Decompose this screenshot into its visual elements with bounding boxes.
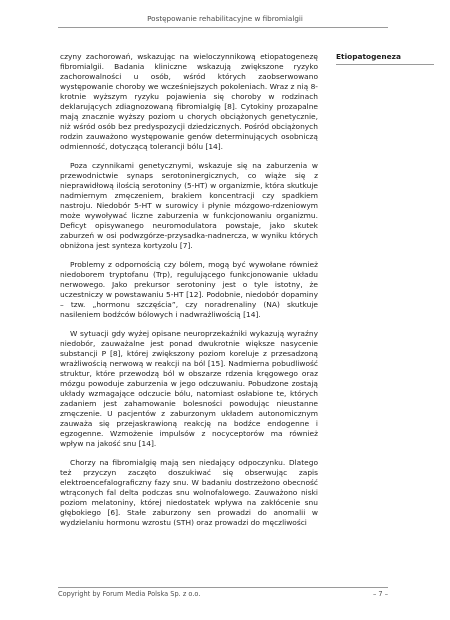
sidenote-divider (336, 64, 434, 65)
running-header: Postępowanie rehabilitacyjne w fibromialgii (147, 14, 303, 23)
paragraph-substance-p: W sytuacji gdy wyżej opisane neuroprzekaźniki wykazują wyraźny niedobór, zauważalne jest ponad dwukrotnie większe nasycenie substancji P [8], której zwiększony poziom koreluje z przesadzoną wrażliwością nerwową w reakcji na ból [15]. Nadmierna pobudliwość struktur, które przewodzą ból w obszarze rdzenia kręgowego oraz mózgu powoduje zaburzenia w jego odczuwaniu. Pobudzone zostają układy wzmagające odczucie bólu, natomiast osłabione te, których zadaniem jest zahamowanie bolesności powodując nieustanne zmęczenie. U pacjentów z zaburzonym układem autonomicznym zauważa się przejaskrawioną reakcję na bodźce endogenne i egzogenne. Wzmożenie impulsów z nocyceptorów ma również wpływ na jakość snu [14]. (60, 328, 318, 449)
footer-divider (58, 587, 388, 588)
paragraph-continuation: czyny zachorowań, wskazując na wieloczynnikową etiopatogenezę fibromialgii. Badania kliniczne wskazują zwiększone ryzyko zachorowalności u osób, wśród których zaobserwowano występowanie choroby we wcześniejszych pokoleniach. Wraz z nią 8-krotnie wyższym ryzyku pojawienia się choroby w rodzinach deklarujących zdiagnozowaną fibromialgię [8]. Cytokiny prozapalne mają znacznie wyższy poziom u chorych obciążonych genetycznie, niż wśród osób bez predyspozycji dziedzicznych. Pośród obciążonych rodzin zauważono występowanie genów determinujących osobniczą odmienność, dotyczącą tolerancji bólu [14]. (60, 52, 318, 152)
paragraph-serotonin: Poza czynnikami genetycznymi, wskazuje się na zaburzenia w przewodnictwie synaps serotoninergicznych, co wiąże się z nieprawidłową ilością serotoniny (5-HT) w organizmie, która skutkuje nadmiernym zmęczeniem, brakiem koncentracji czy spadkiem nastroju. Niedobór 5-HT w surowicy i płynie mózgowo-rdzeniowym może wywoływać liczne zaburzenia w funkcjonowaniu organizmu. Deficyt opisywanego neuromodulatora powstaje, jako skutek zaburzeń w osi podwzgórze-przysadka-nadnercza, w wyniku których obniżona jest synteza kortyzolu [7]. (60, 161, 318, 251)
page-number: – 7 – (373, 590, 388, 598)
body-text (60, 52, 318, 537)
header-divider (58, 27, 388, 28)
paragraph-sleep: Chorzy na fibromialgię mają sen niedający odpoczynku. Dlatego też przyczyn zaczęto doszukiwać się obserwując zapis elektroencefalograficzny fazy snu. W badaniu dostrzeżono obecność wtrąconych fal delta podczas snu wolnofalowego. Zauważono niski poziom melatoniny, której niedostatek wpływa na zakłócenie snu głębokiego [6]. Stałe zaburzony sen prowadzi do anomalii w wydzielaniu hormonu wzrostu (STH) oraz prowadzi do męczliwości (60, 458, 318, 528)
paragraph-tryptophan: Problemy z odpornością czy bólem, mogą być wywołane również niedoborem tryptofanu (Trp), regulującego funkcjonowanie układu nerwowego. Jako prekursor serotoniny jest o tyle istotny, że uczestniczy w powstawaniu 5-HT [12]. Podobnie, niedobór dopaminy – tzw. „hormonu szczęścia”, czy noradrenaliny (NA) skutkuje nasileniem bodźców bólowych i nadwrażliwością [14]. (60, 260, 318, 320)
footer-copyright: Copyright by Forum Media Polska Sp. z o.o. (58, 590, 201, 598)
section-sidenote: Etiopatogeneza (336, 52, 401, 61)
